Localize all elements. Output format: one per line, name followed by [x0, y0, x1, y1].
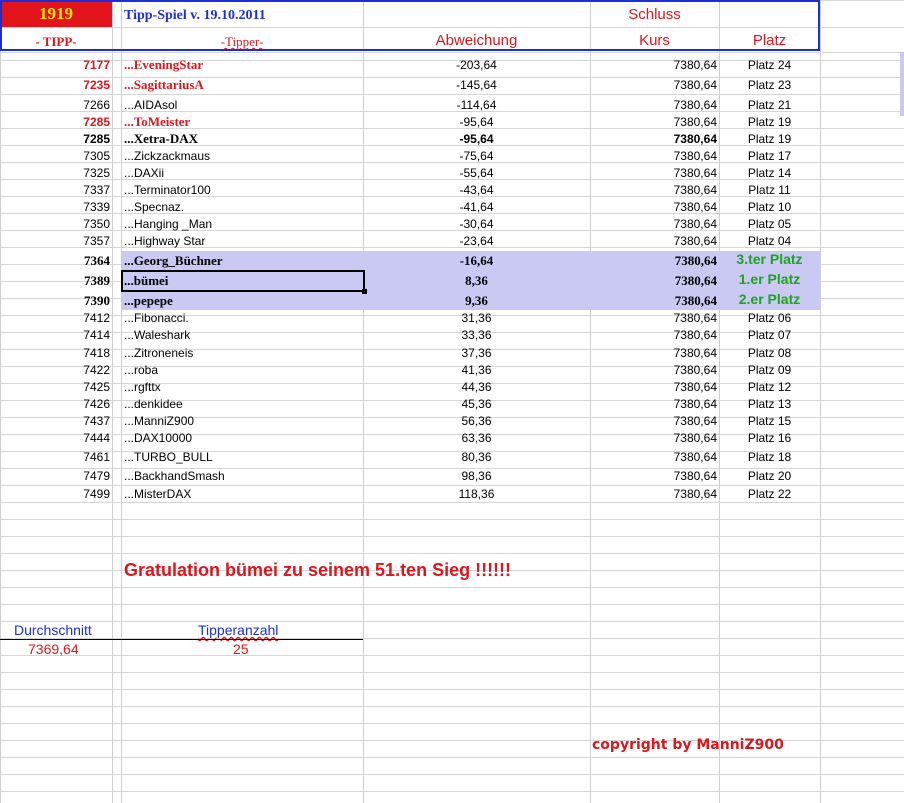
cell-tipper[interactable]: ...pepepe: [124, 293, 173, 308]
cell-abweichung[interactable]: 33,36: [461, 328, 492, 342]
grid-line: [0, 536, 904, 537]
cell-abweichung[interactable]: 31,36: [461, 311, 492, 325]
header-col-platz: Platz: [752, 32, 787, 49]
cell-abweichung[interactable]: -30,64: [459, 217, 494, 231]
cell-tipper[interactable]: ...Specnaz.: [124, 200, 185, 214]
cell-kurs[interactable]: 7380,64: [673, 431, 717, 445]
cell-kurs[interactable]: 7380,64: [673, 311, 717, 325]
cell-platz[interactable]: 2.er Platz: [738, 291, 801, 307]
cell-tipper[interactable]: ...DAXii: [124, 166, 165, 180]
cell-kurs[interactable]: 7380,64: [674, 273, 717, 288]
grid-line: [0, 502, 904, 503]
cell-tipp[interactable]: 7305: [83, 149, 110, 163]
row-marker: [900, 52, 904, 116]
cell-platz[interactable]: Platz 07: [747, 328, 792, 342]
header-col-tipp: - TIPP-: [35, 34, 77, 49]
cell-abweichung[interactable]: 9,36: [465, 293, 488, 308]
cell-abweichung[interactable]: 8,36: [465, 273, 488, 288]
grid-line: [0, 672, 904, 673]
header-schluss: Schluss: [628, 6, 681, 23]
cell-tipp[interactable]: 7499: [83, 487, 110, 501]
cell-tipper[interactable]: ...rgfttx: [124, 380, 161, 394]
cell-platz[interactable]: Platz 19: [747, 132, 792, 146]
cell-abweichung[interactable]: -145,64: [456, 78, 497, 92]
cell-platz[interactable]: Platz 14: [747, 166, 792, 180]
cell-kurs[interactable]: 7380,64: [673, 183, 717, 197]
fill-handle[interactable]: [362, 289, 367, 294]
cell-kurs[interactable]: 7380,64: [673, 469, 717, 483]
cell-tipp[interactable]: 7285: [83, 132, 110, 146]
cell-tipp[interactable]: 7177: [83, 58, 110, 72]
cell-kurs[interactable]: 7380,64: [673, 328, 717, 342]
cell-abweichung[interactable]: 44,36: [461, 380, 492, 394]
cell-platz[interactable]: Platz 13: [747, 397, 792, 411]
cell-tipper[interactable]: ...bümei: [124, 273, 169, 288]
cell-kurs[interactable]: 7380,64: [673, 78, 717, 92]
cell-tipp[interactable]: 7357: [83, 234, 110, 248]
cell-abweichung[interactable]: -75,64: [459, 149, 494, 163]
cell-platz[interactable]: Platz 04: [747, 234, 792, 248]
cell-tipper[interactable]: ...SagittariusA: [124, 77, 204, 92]
gratulation-text: Gratulation bümei zu seinem 51.ten Sieg !!!!!!: [124, 560, 512, 580]
cell-tipper[interactable]: ...roba: [124, 363, 159, 377]
grid-line: [0, 519, 904, 520]
durchschnitt-value: 7369,64: [28, 641, 79, 657]
cell-kurs[interactable]: 7380,64: [674, 293, 717, 308]
cell-kurs[interactable]: 7380,64: [673, 200, 717, 214]
cell-platz[interactable]: Platz 21: [747, 98, 792, 112]
cell-tipp[interactable]: 7266: [83, 98, 110, 112]
grid-line: [0, 791, 904, 792]
cell-kurs[interactable]: 7380,64: [673, 234, 717, 248]
cell-kurs[interactable]: 7380,64: [673, 397, 717, 411]
cell-tipper[interactable]: ...Zickzackmaus: [124, 149, 211, 163]
grid-line: [0, 774, 904, 775]
cell-tipp[interactable]: 7425: [83, 380, 110, 394]
cell-platz[interactable]: Platz 12: [747, 380, 792, 394]
cell-kurs[interactable]: 7380,64: [673, 132, 717, 146]
header-col-kurs: Kurs: [639, 32, 670, 49]
header-col-abweichung: Abweichung: [435, 32, 518, 49]
cell-platz[interactable]: Platz 20: [747, 469, 792, 483]
cell-abweichung[interactable]: -114,64: [456, 98, 497, 112]
tipperanzahl-value: 25: [233, 641, 249, 657]
cell-tipp[interactable]: 7437: [83, 414, 110, 428]
cell-tipp[interactable]: 7350: [83, 217, 110, 231]
cell-tipper[interactable]: ...BackhandSmash: [124, 469, 225, 483]
cell-tipp[interactable]: 7235: [83, 78, 110, 92]
cell-abweichung[interactable]: 118,36: [458, 487, 495, 501]
cell-platz[interactable]: Platz 22: [747, 487, 792, 501]
cell-kurs[interactable]: 7380,64: [673, 363, 717, 377]
cell-tipp[interactable]: 7325: [83, 166, 110, 180]
cell-abweichung[interactable]: 98,36: [461, 469, 492, 483]
cell-abweichung[interactable]: -41,64: [459, 200, 494, 214]
cell-platz[interactable]: Platz 24: [747, 58, 792, 72]
cell-tipper[interactable]: ...Georg_Büchner: [124, 253, 223, 268]
cell-tipp[interactable]: 7414: [83, 328, 110, 342]
cell-platz[interactable]: Platz 08: [747, 346, 792, 360]
cell-kurs[interactable]: 7380,64: [673, 149, 717, 163]
cell-tipp[interactable]: 7422: [83, 363, 110, 377]
cell-platz[interactable]: Platz 18: [747, 450, 792, 464]
cell-tipper[interactable]: ...Zitroneneis: [124, 346, 194, 360]
tipperanzahl-label: Tipperanzahl: [198, 622, 279, 638]
grid-line: [0, 655, 904, 656]
cell-abweichung[interactable]: -95,64: [459, 132, 494, 146]
cell-tipper[interactable]: ...Waleshark: [124, 328, 191, 342]
stats-underline: [0, 639, 363, 640]
cell-abweichung[interactable]: 45,36: [461, 397, 492, 411]
cell-tipp[interactable]: 7444: [83, 431, 110, 445]
cell-platz[interactable]: Platz 23: [747, 78, 792, 92]
cell-tipper[interactable]: ...ToMeister: [124, 114, 191, 129]
grid-line: [0, 587, 904, 588]
cell-platz[interactable]: Platz 11: [748, 183, 791, 197]
cell-tipp[interactable]: 7426: [83, 397, 110, 411]
cell-abweichung[interactable]: 63,36: [461, 431, 492, 445]
cell-kurs[interactable]: 7380,64: [673, 58, 717, 72]
grid-line: [0, 52, 904, 53]
cell-tipp[interactable]: 7412: [83, 311, 110, 325]
cell-tipper[interactable]: ...Highway Star: [124, 234, 206, 248]
cell-kurs[interactable]: 7380,64: [673, 166, 717, 180]
header-title: Tipp-Spiel v. 19.10.2011: [124, 8, 266, 23]
grid-line: [0, 604, 904, 605]
grid-line: [0, 553, 904, 554]
grid-line: [0, 689, 904, 690]
cell-tipper[interactable]: ...Hanging _Man: [124, 217, 213, 231]
cell-platz[interactable]: Platz 19: [747, 115, 792, 129]
cell-tipp[interactable]: 7339: [83, 200, 110, 214]
cell-abweichung[interactable]: 56,36: [461, 414, 492, 428]
cell-tipper[interactable]: ...AIDAsol: [124, 98, 178, 112]
cell-tipp[interactable]: 7390: [84, 293, 110, 308]
grid-line: [0, 757, 904, 758]
cell-tipp[interactable]: 7418: [83, 346, 110, 360]
grid-line: [0, 723, 904, 724]
cell-platz[interactable]: Platz 06: [747, 311, 792, 325]
cell-tipp[interactable]: 7389: [84, 273, 110, 288]
grid-line: [0, 706, 904, 707]
cell-kurs[interactable]: 7380,64: [673, 487, 717, 501]
cell-abweichung[interactable]: -203,64: [456, 58, 497, 72]
cell-kurs[interactable]: 7380,64: [673, 217, 717, 231]
cell-abweichung[interactable]: -16,64: [459, 253, 494, 268]
cell-tipper[interactable]: ...EveningStar: [124, 57, 204, 72]
grid-line: [0, 94, 904, 95]
selected-cell[interactable]: [121, 270, 365, 292]
cell-kurs[interactable]: 7380,64: [673, 115, 717, 129]
header-frame: [0, 0, 820, 51]
cell-abweichung[interactable]: -95,64: [459, 115, 494, 129]
cell-tipper[interactable]: ...Fibonacci.: [124, 311, 189, 325]
cell-kurs[interactable]: 7380,64: [673, 346, 717, 360]
cell-kurs[interactable]: 7380,64: [673, 98, 717, 112]
cell-tipper[interactable]: ...DAX10000: [124, 431, 193, 445]
cell-tipp[interactable]: 7461: [83, 450, 110, 464]
copyright-text: copyright by ManniZ900: [592, 737, 784, 753]
cell-tipper[interactable]: ...denkidee: [124, 397, 183, 411]
cell-abweichung[interactable]: -55,64: [459, 166, 494, 180]
cell-platz[interactable]: Platz 15: [747, 414, 792, 428]
cell-kurs[interactable]: 7380,64: [673, 414, 717, 428]
cell-tipper[interactable]: ...TURBO_BULL: [124, 450, 213, 464]
cell-kurs[interactable]: 7380,64: [673, 380, 717, 394]
grid-line: [0, 621, 904, 622]
cell-tipp[interactable]: 7479: [83, 469, 110, 483]
cell-abweichung[interactable]: 80,36: [461, 450, 492, 464]
cell-abweichung[interactable]: 41,36: [461, 363, 492, 377]
cell-platz[interactable]: Platz 05: [747, 217, 792, 231]
cell-platz[interactable]: Platz 10: [747, 200, 792, 214]
cell-tipp[interactable]: 7364: [84, 253, 110, 268]
cell-tipper[interactable]: ...ManniZ900: [124, 414, 195, 428]
cell-platz[interactable]: Platz 16: [747, 431, 792, 445]
cell-tipper[interactable]: ...Terminator100: [124, 183, 211, 197]
cell-tipper[interactable]: ...MisterDAX: [124, 487, 192, 501]
durchschnitt-label: Durchschnitt: [14, 622, 92, 638]
cell-abweichung[interactable]: -43,64: [459, 183, 494, 197]
cell-kurs[interactable]: 7380,64: [673, 450, 717, 464]
cell-platz[interactable]: Platz 09: [747, 363, 792, 377]
cell-tipper[interactable]: ...Xetra-DAX: [124, 131, 199, 146]
header-number: 1919: [39, 4, 73, 23]
cell-platz[interactable]: Platz 17: [747, 149, 792, 163]
cell-platz[interactable]: 1.er Platz: [738, 271, 801, 287]
cell-abweichung[interactable]: -23,64: [459, 234, 494, 248]
cell-platz[interactable]: 3.ter Platz: [736, 251, 803, 267]
cell-tipp[interactable]: 7285: [83, 115, 110, 129]
cell-kurs[interactable]: 7380,64: [674, 253, 717, 268]
header-col-tipper: -Tipper-: [220, 34, 264, 49]
cell-abweichung[interactable]: 37,36: [461, 346, 492, 360]
cell-tipp[interactable]: 7337: [83, 183, 110, 197]
